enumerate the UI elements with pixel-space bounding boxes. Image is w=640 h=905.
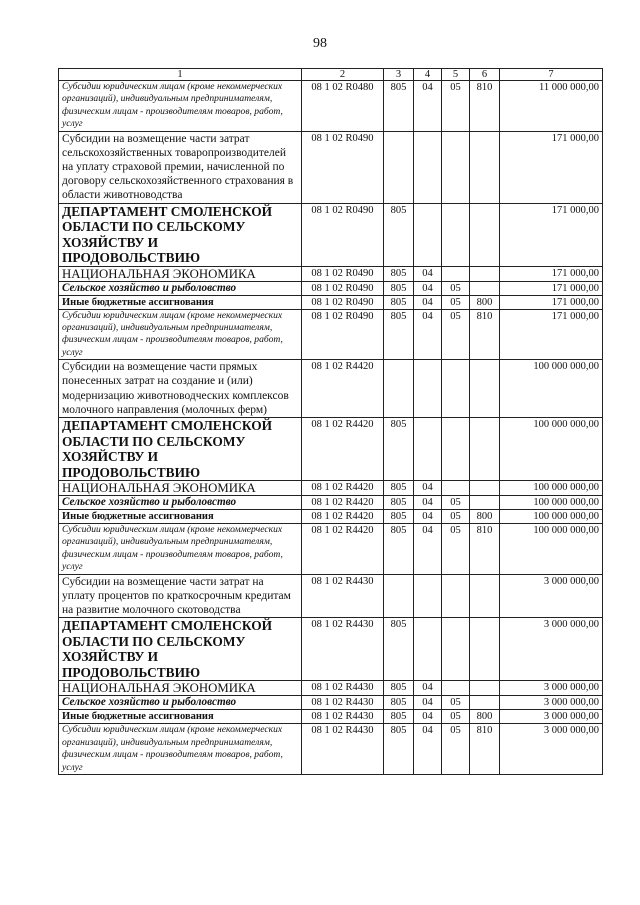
section-cell: 04 xyxy=(414,510,442,524)
expense-type-cell: 800 xyxy=(470,510,500,524)
target-code-cell: 08 1 02 R0490 xyxy=(302,131,384,203)
target-code-cell: 08 1 02 R4430 xyxy=(302,724,384,775)
table-row xyxy=(59,281,603,295)
amount-cell: 100 000 000,00 xyxy=(500,524,603,575)
header-cell: 4 xyxy=(414,69,442,81)
target-code-cell: 08 1 02 R4430 xyxy=(302,618,384,681)
expense-type-cell: 810 xyxy=(470,724,500,775)
section-cell xyxy=(414,574,442,618)
table-row xyxy=(59,295,603,309)
table-row xyxy=(59,710,603,724)
subsection-cell xyxy=(442,360,470,418)
row-name-cell: Иные бюджетные ассигнования xyxy=(59,510,302,524)
amount-cell: 171 000,00 xyxy=(500,281,603,295)
table-row xyxy=(59,510,603,524)
amount-cell: 100 000 000,00 xyxy=(500,418,603,481)
row-name-cell: Субсидии на возмещение части прямых понесенных затрат на создание и (или) модернизацию животноводческих комплексов молочного направления (молочных ферм) xyxy=(59,360,302,418)
subsection-cell xyxy=(442,203,470,266)
table-row xyxy=(59,496,603,510)
subsection-cell: 05 xyxy=(442,510,470,524)
grbs-cell xyxy=(384,574,414,618)
expense-type-cell xyxy=(470,574,500,618)
target-code-cell: 08 1 02 R4430 xyxy=(302,710,384,724)
row-name-cell: НАЦИОНАЛЬНАЯ ЭКОНОМИКА xyxy=(59,481,302,496)
row-name-cell: Сельское хозяйство и рыболовство xyxy=(59,281,302,295)
table-row xyxy=(59,696,603,710)
table-row xyxy=(59,266,603,281)
target-code-cell: 08 1 02 R0490 xyxy=(302,203,384,266)
amount-cell: 171 000,00 xyxy=(500,203,603,266)
section-cell: 04 xyxy=(414,710,442,724)
table-row xyxy=(59,724,603,775)
grbs-cell: 805 xyxy=(384,618,414,681)
subsection-cell xyxy=(442,618,470,681)
expense-type-cell xyxy=(470,203,500,266)
subsection-cell: 05 xyxy=(442,281,470,295)
target-code-cell: 08 1 02 R0490 xyxy=(302,295,384,309)
section-cell: 04 xyxy=(414,524,442,575)
header-cell: 2 xyxy=(302,69,384,81)
grbs-cell: 805 xyxy=(384,295,414,309)
target-code-cell: 08 1 02 R4420 xyxy=(302,418,384,481)
section-cell: 04 xyxy=(414,266,442,281)
expense-type-cell xyxy=(470,131,500,203)
subsection-cell: 05 xyxy=(442,724,470,775)
expense-type-cell xyxy=(470,696,500,710)
amount-cell: 3 000 000,00 xyxy=(500,696,603,710)
section-cell xyxy=(414,131,442,203)
expense-type-cell: 800 xyxy=(470,710,500,724)
budget-table-body xyxy=(59,69,603,775)
expense-type-cell xyxy=(470,360,500,418)
section-cell xyxy=(414,203,442,266)
expense-type-cell: 810 xyxy=(470,309,500,360)
row-name-cell: Субсидии юридическим лицам (кроме некоммерческих организаций), индивидуальным предпринимателям, физическим лицам - производителям товаров, работ, услуг xyxy=(59,524,302,575)
header-cell: 6 xyxy=(470,69,500,81)
amount-cell: 3 000 000,00 xyxy=(500,618,603,681)
row-name-cell: Иные бюджетные ассигнования xyxy=(59,710,302,724)
grbs-cell: 805 xyxy=(384,81,414,132)
amount-cell: 100 000 000,00 xyxy=(500,360,603,418)
header-cell: 3 xyxy=(384,69,414,81)
table-row xyxy=(59,618,603,681)
subsection-cell: 05 xyxy=(442,295,470,309)
table-row xyxy=(59,131,603,203)
section-cell xyxy=(414,618,442,681)
expense-type-cell xyxy=(470,481,500,496)
subsection-cell xyxy=(442,131,470,203)
row-name-cell: Иные бюджетные ассигнования xyxy=(59,295,302,309)
grbs-cell xyxy=(384,360,414,418)
amount-cell: 3 000 000,00 xyxy=(500,681,603,696)
section-cell: 04 xyxy=(414,496,442,510)
target-code-cell: 08 1 02 R4420 xyxy=(302,360,384,418)
expense-type-cell xyxy=(470,281,500,295)
row-name-cell: Субсидии на возмещение части затрат сельскохозяйственных товаропроизводителей на уплату страховой премии, начисленной по договору сельскохозяйственного страхования в области животноводства xyxy=(59,131,302,203)
amount-cell: 100 000 000,00 xyxy=(500,481,603,496)
page-number: 98 xyxy=(313,36,327,51)
expense-type-cell xyxy=(470,418,500,481)
table-row xyxy=(59,81,603,132)
expense-type-cell: 810 xyxy=(470,81,500,132)
expense-type-cell xyxy=(470,681,500,696)
expense-type-cell xyxy=(470,496,500,510)
grbs-cell: 805 xyxy=(384,496,414,510)
target-code-cell: 08 1 02 R0490 xyxy=(302,281,384,295)
amount-cell: 100 000 000,00 xyxy=(500,496,603,510)
header-cell: 7 xyxy=(500,69,603,81)
row-name-cell: Субсидии юридическим лицам (кроме некоммерческих организаций), индивидуальным предпринимателям, физическим лицам - производителям товаров, работ, услуг xyxy=(59,81,302,132)
row-name-cell: ДЕПАРТАМЕНТ СМОЛЕНСКОЙ ОБЛАСТИ ПО СЕЛЬСКОМУ ХОЗЯЙСТВУ И ПРОДОВОЛЬСТВИЮ xyxy=(59,203,302,266)
section-cell xyxy=(414,418,442,481)
subsection-cell: 05 xyxy=(442,524,470,575)
section-cell: 04 xyxy=(414,696,442,710)
table-row xyxy=(59,360,603,418)
row-name-cell: ДЕПАРТАМЕНТ СМОЛЕНСКОЙ ОБЛАСТИ ПО СЕЛЬСКОМУ ХОЗЯЙСТВУ И ПРОДОВОЛЬСТВИЮ xyxy=(59,418,302,481)
amount-cell: 3 000 000,00 xyxy=(500,574,603,618)
grbs-cell: 805 xyxy=(384,681,414,696)
grbs-cell: 805 xyxy=(384,309,414,360)
target-code-cell: 08 1 02 R4430 xyxy=(302,681,384,696)
expense-type-cell xyxy=(470,618,500,681)
target-code-cell: 08 1 02 R4420 xyxy=(302,481,384,496)
table-row xyxy=(59,203,603,266)
target-code-cell: 08 1 02 R0490 xyxy=(302,266,384,281)
subsection-cell: 05 xyxy=(442,309,470,360)
grbs-cell: 805 xyxy=(384,696,414,710)
target-code-cell: 08 1 02 R4420 xyxy=(302,524,384,575)
section-cell: 04 xyxy=(414,309,442,360)
grbs-cell: 805 xyxy=(384,710,414,724)
section-cell: 04 xyxy=(414,724,442,775)
amount-cell: 171 000,00 xyxy=(500,131,603,203)
table-row xyxy=(59,524,603,575)
subsection-cell: 05 xyxy=(442,496,470,510)
subsection-cell xyxy=(442,574,470,618)
grbs-cell: 805 xyxy=(384,418,414,481)
section-cell: 04 xyxy=(414,481,442,496)
table-row xyxy=(59,481,603,496)
section-cell: 04 xyxy=(414,295,442,309)
grbs-cell: 805 xyxy=(384,510,414,524)
amount-cell: 100 000 000,00 xyxy=(500,510,603,524)
amount-cell: 171 000,00 xyxy=(500,266,603,281)
subsection-cell: 05 xyxy=(442,696,470,710)
header-cell: 1 xyxy=(59,69,302,81)
table-row xyxy=(59,309,603,360)
table-header-row xyxy=(59,69,603,81)
section-cell: 04 xyxy=(414,281,442,295)
subsection-cell: 05 xyxy=(442,81,470,132)
target-code-cell: 08 1 02 R4420 xyxy=(302,510,384,524)
grbs-cell: 805 xyxy=(384,481,414,496)
section-cell: 04 xyxy=(414,81,442,132)
row-name-cell: Сельское хозяйство и рыболовство xyxy=(59,496,302,510)
row-name-cell: НАЦИОНАЛЬНАЯ ЭКОНОМИКА xyxy=(59,266,302,281)
amount-cell: 3 000 000,00 xyxy=(500,724,603,775)
expense-type-cell: 810 xyxy=(470,524,500,575)
subsection-cell xyxy=(442,681,470,696)
section-cell: 04 xyxy=(414,681,442,696)
grbs-cell: 805 xyxy=(384,524,414,575)
table-row xyxy=(59,681,603,696)
amount-cell: 11 000 000,00 xyxy=(500,81,603,132)
target-code-cell: 08 1 02 R0480 xyxy=(302,81,384,132)
row-name-cell: Субсидии юридическим лицам (кроме некоммерческих организаций), индивидуальным предпринимателям, физическим лицам - производителям товаров, работ, услуг xyxy=(59,309,302,360)
subsection-cell: 05 xyxy=(442,710,470,724)
grbs-cell: 805 xyxy=(384,281,414,295)
header-cell: 5 xyxy=(442,69,470,81)
grbs-cell: 805 xyxy=(384,203,414,266)
row-name-cell: ДЕПАРТАМЕНТ СМОЛЕНСКОЙ ОБЛАСТИ ПО СЕЛЬСКОМУ ХОЗЯЙСТВУ И ПРОДОВОЛЬСТВИЮ xyxy=(59,618,302,681)
amount-cell: 3 000 000,00 xyxy=(500,710,603,724)
amount-cell: 171 000,00 xyxy=(500,309,603,360)
target-code-cell: 08 1 02 R4430 xyxy=(302,574,384,618)
expense-type-cell xyxy=(470,266,500,281)
section-cell xyxy=(414,360,442,418)
grbs-cell: 805 xyxy=(384,266,414,281)
grbs-cell: 805 xyxy=(384,724,414,775)
target-code-cell: 08 1 02 R0490 xyxy=(302,309,384,360)
target-code-cell: 08 1 02 R4420 xyxy=(302,496,384,510)
subsection-cell xyxy=(442,266,470,281)
budget-table xyxy=(58,68,603,775)
grbs-cell xyxy=(384,131,414,203)
row-name-cell: НАЦИОНАЛЬНАЯ ЭКОНОМИКА xyxy=(59,681,302,696)
amount-cell: 171 000,00 xyxy=(500,295,603,309)
row-name-cell: Сельское хозяйство и рыболовство xyxy=(59,696,302,710)
table-row xyxy=(59,418,603,481)
subsection-cell xyxy=(442,418,470,481)
expense-type-cell: 800 xyxy=(470,295,500,309)
target-code-cell: 08 1 02 R4430 xyxy=(302,696,384,710)
row-name-cell: Субсидии на возмещение части затрат на уплату процентов по краткосрочным кредитам на развитие молочного скотоводства xyxy=(59,574,302,618)
row-name-cell: Субсидии юридическим лицам (кроме некоммерческих организаций), индивидуальным предпринимателям, физическим лицам - производителям товаров, работ, услуг xyxy=(59,724,302,775)
table-row xyxy=(59,574,603,618)
subsection-cell xyxy=(442,481,470,496)
